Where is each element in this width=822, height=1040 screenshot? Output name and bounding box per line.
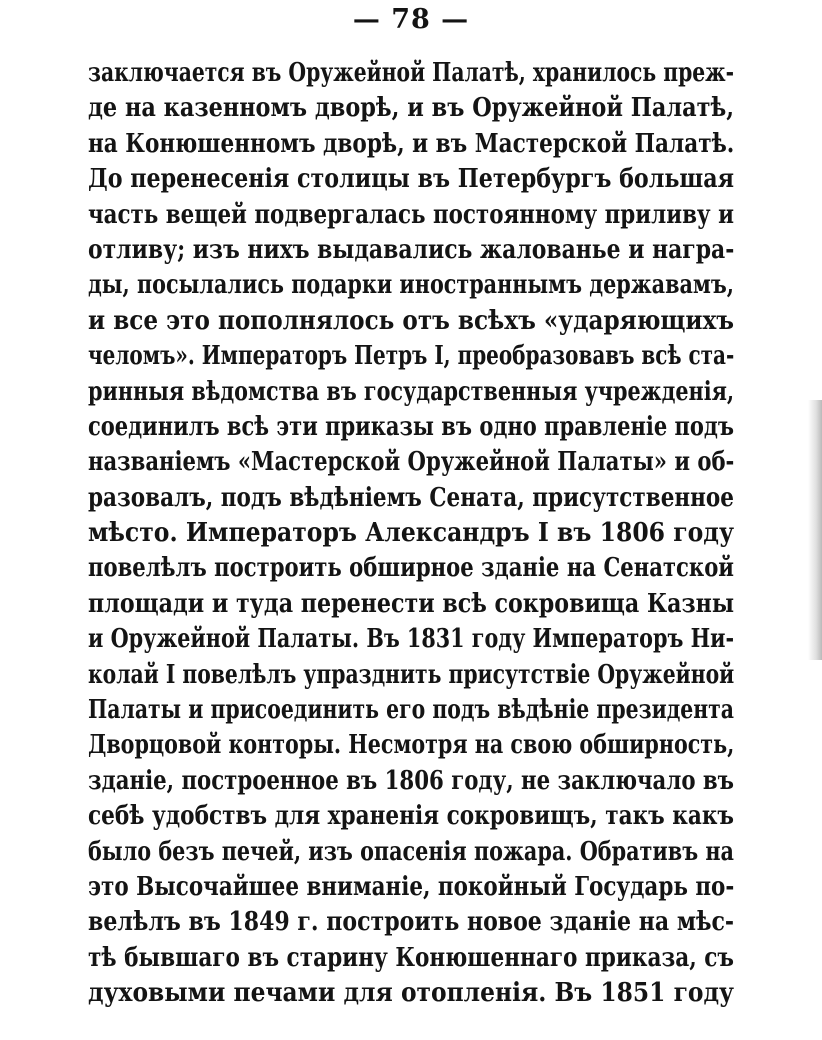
text-line: соединилъ всѣ эти приказы въ одно правленіе подъ bbox=[88, 411, 734, 442]
text-line: ды, посылались подарки иностраннымъ державамъ, bbox=[88, 270, 734, 301]
text-line: на Конюшенномъ дворѣ, и въ Мастерской Палатѣ. bbox=[88, 128, 735, 159]
text-line: отливу; изъ нихъ выдавались жалованье и награ- bbox=[88, 234, 735, 265]
text-line: До перенесенія столицы въ Петербургъ большая bbox=[88, 164, 735, 195]
text-line: Палаты и присоединить его подъ вѣдѣніе президента bbox=[88, 695, 735, 726]
text-line: названіемъ «Мастерской Оружейной Палаты» и об- bbox=[88, 447, 735, 478]
text-line: велѣлъ въ 1849 г. построить новое зданіе на мѣс- bbox=[88, 907, 735, 938]
text-line: себѣ удобствъ для храненія сокровищъ, такъ какъ bbox=[88, 801, 734, 832]
text-line: ринныя вѣдомства въ государственныя учрежденія, bbox=[88, 376, 735, 407]
text-line: было безъ печей, изъ опасенія пожара. Обративъ на bbox=[88, 836, 734, 867]
text-line: духовыми печами для отопленія. Въ 1851 году bbox=[88, 978, 735, 1009]
page-edge-shadow bbox=[808, 400, 822, 660]
page-number: — 78 — bbox=[352, 4, 470, 35]
text-line: это Высочайшее вниманіе, покойный Государь по- bbox=[88, 871, 735, 902]
text-line: челомъ». Императоръ Петръ I, преобразовавъ всѣ ста- bbox=[88, 341, 735, 372]
body-text bbox=[88, 56, 734, 1012]
text-line: часть вещей подвергалась постоянному приливу и bbox=[88, 199, 734, 230]
text-line: заключается въ Оружейной Палатѣ, хранилось преж- bbox=[88, 58, 735, 88]
text-line: тѣ бывшаго въ старину Конюшеннаго приказа, съ bbox=[88, 942, 734, 973]
text-line: площади и туда перенести всѣ сокровища Казны bbox=[88, 588, 735, 619]
text-line: и все это пополнялось отъ всѣхъ «ударяющихъ bbox=[88, 305, 735, 336]
text-line: колай I повелѣлъ упразднить присутствіе Оружейной bbox=[88, 659, 735, 690]
text-line: де на казенномъ дворѣ, и въ Оружейной Палатѣ, bbox=[88, 93, 735, 124]
text-line: и Оружейной Палаты. Въ 1831 году Императоръ Ни- bbox=[88, 624, 735, 655]
text-line: разовалъ, подъ вѣдѣніемъ Сената, присутственное bbox=[88, 482, 734, 513]
text-line: Дворцовой конторы. Несмотря на свою обширность, bbox=[88, 730, 735, 761]
text-line: мѣсто. Императоръ Александръ I въ 1806 году bbox=[88, 518, 735, 549]
text-line: зданіе, построенное въ 1806 году, не заключало въ bbox=[88, 765, 734, 796]
text-line: повелѣлъ построить обширное зданіе на Сенатской bbox=[88, 553, 734, 584]
